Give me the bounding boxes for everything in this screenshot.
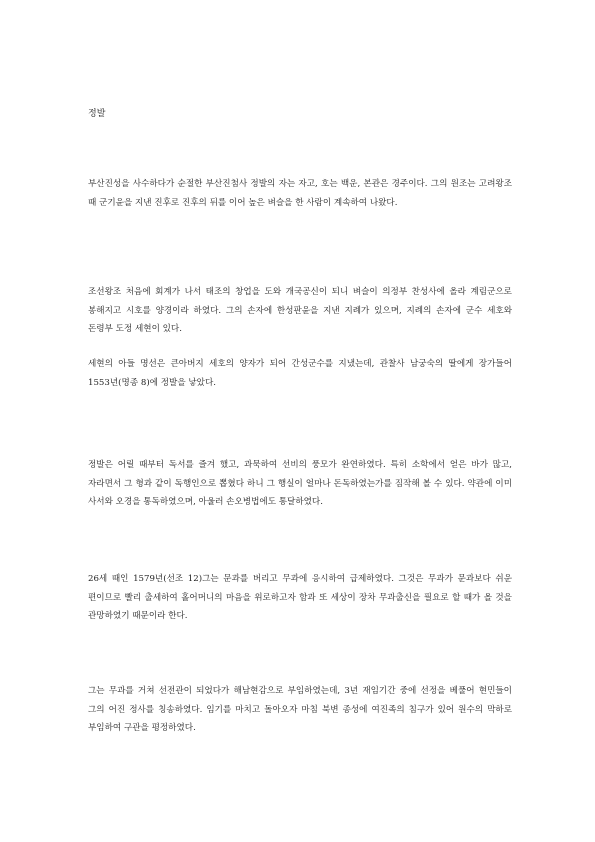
document-title: 정발 xyxy=(88,109,106,119)
paragraph-birth: 세현의 아들 명선은 큰아버지 세호의 양자가 되어 간성군수를 지냈는데, 관찰사 남궁숙의 딸에게 장가들어 1553년(명종 8)에 정발을 낳았다. xyxy=(88,359,512,388)
paragraph-career: 그는 무과를 거쳐 선전관이 되었다가 해남현감으로 부임하였는데, 3년 재임기간 중에 선정을 베풀어 현민들이 그의 어진 정사를 칭송하였다. 임기를 마치고 돌아오자 마침 북변 종성에 여진족의 침구가 있어 원수의 막하로 부임하여 구관을 평정하였다. xyxy=(88,686,512,733)
paragraph-origin: 부산진성을 사수하다가 순절한 부산진첨사 정발의 자는 자고, 호는 백운, 본관은 경주이다. 그의 원조는 고려왕조 때 군기윤을 지낸 진후로 진후의 뒤를 이어 높은 벼슬을 한 사람이 계속하여 나왔다. xyxy=(88,179,512,208)
paragraph-military-exam: 26세 때인 1579년(선조 12)그는 문과를 버리고 무과에 응시하여 급제하였다. 그것은 무과가 문과보다 쉬운 편이므로 빨리 출세하여 홀어머니의 마음을 위로하고자 함과 또 세상이 장차 무과출신을 필요로 할 때가 올 것을 관망하였기 때문이라 한다. xyxy=(88,574,512,621)
paragraph-ancestry: 조선왕조 처음에 회계가 나서 태조의 창업을 도와 개국공신이 되니 벼슬이 의정부 찬성사에 올라 계림군으로 봉해지고 시호를 양경이라 하였다. 그의 손자에 한성판윤을 지낸 지례가 있으며, 지례의 손자에 군수 세호와 돈령부 도정 세현이 있다. xyxy=(88,287,512,334)
paragraph-youth: 정발은 어릴 때부터 독서를 즐겨 했고, 과묵하여 선비의 풍모가 완연하였다. 특히 소학에서 얻은 바가 많고, 자라면서 그 형과 같이 독행인으로 뽑혔다 하니 그 행실이 얼마나 돈독하였는가를 짐작해 볼 수 있다. 약관에 이미 사서와 오경을 통독하였으며, 아울러 손오병법에도 통달하였다. xyxy=(88,460,512,507)
